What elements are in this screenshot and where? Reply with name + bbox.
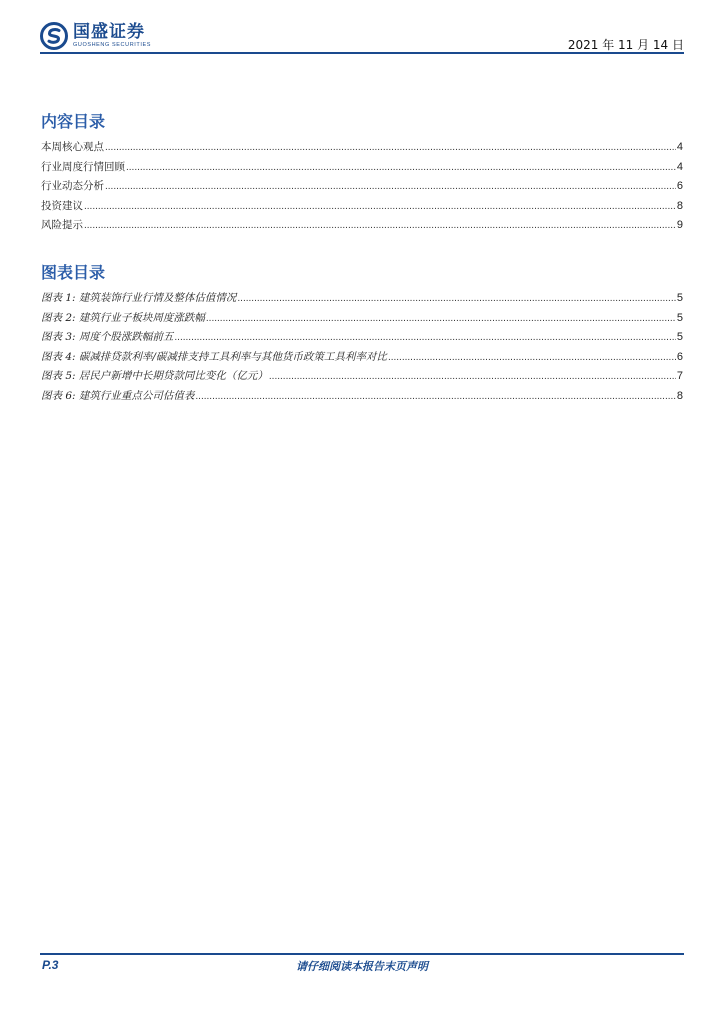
logo-name-en: GUOSHENG SECURITIES [73,42,152,48]
toc-entry-page: 4 [676,160,683,173]
leader-dots [388,352,676,363]
figure-entry[interactable] [41,290,683,310]
toc-entry-page: 4 [676,141,683,153]
leader-dots [269,371,676,382]
leader-dots [105,142,676,153]
figure-entry[interactable] [41,388,683,408]
figure-entry[interactable] [41,368,683,388]
toc-entry[interactable] [41,178,683,198]
figure-entry-page: 7 [676,370,683,382]
toc-entry-label: 风险提示 [41,219,83,231]
toc-entry[interactable] [41,139,683,159]
figure-entry-page: 8 [676,389,683,402]
figure-entry-page: 5 [676,311,683,324]
leader-dots [105,181,676,192]
leader-dots [126,162,676,173]
figure-entry[interactable] [41,329,683,349]
leader-dots [84,201,676,212]
figure-entry-label: 图表 4: 碳减排贷款利率/碳减排支持工具利率与其他货币政策工具利率对比 [41,350,387,363]
figure-entry-page: 5 [676,292,683,304]
disclaimer-note: 请仔细阅读本报告末页声明 [296,960,428,973]
toc-entry-label: 本周核心观点 [41,141,104,153]
figure-entry-label: 图表 5: 居民户新增中长期贷款同比变化（亿元） [41,370,268,382]
leader-dots [237,293,675,304]
leader-dots [195,391,675,402]
figure-entry-label: 图表 3: 周度个股涨跌幅前五 [41,331,174,343]
leader-dots [174,332,675,343]
figures-list [41,290,683,407]
figure-entry-page: 5 [676,331,683,343]
header-divider [40,52,684,54]
report-date: 2021 年 11 月 14 日 [567,38,684,52]
toc-entry[interactable] [41,159,683,179]
figure-entry[interactable] [41,310,683,330]
guosheng-logo-icon [40,22,68,50]
leader-dots [84,220,676,231]
toc-entry-page: 9 [676,219,683,231]
toc-entry-label: 行业动态分析 [41,180,104,192]
figures-title: 图表目录 [41,263,106,282]
company-logo [40,22,151,50]
logo-name-cn: 国盛证券 [73,22,145,42]
toc-title: 内容目录 [41,112,106,131]
figure-entry-label: 图表 6: 建筑行业重点公司估值表 [41,389,195,402]
toc-entry-page: 6 [676,180,683,192]
figure-entry[interactable] [41,349,683,369]
toc-entry[interactable] [41,217,683,237]
footer-divider [40,953,684,955]
toc-entry-label: 投资建议 [41,199,83,212]
page-header [0,0,724,60]
page-number: P.3 [42,958,59,972]
toc-entry-label: 行业周度行情回顾 [41,160,125,173]
toc-entry-page: 8 [676,199,683,212]
toc-list [41,139,683,237]
figure-entry-label: 图表 2: 建筑行业子板块周度涨跌幅 [41,311,205,324]
leader-dots [206,313,676,324]
figure-entry-label: 图表 1: 建筑装饰行业行情及整体估值情况 [41,292,237,304]
figure-entry-page: 6 [676,350,683,363]
toc-entry[interactable] [41,198,683,218]
